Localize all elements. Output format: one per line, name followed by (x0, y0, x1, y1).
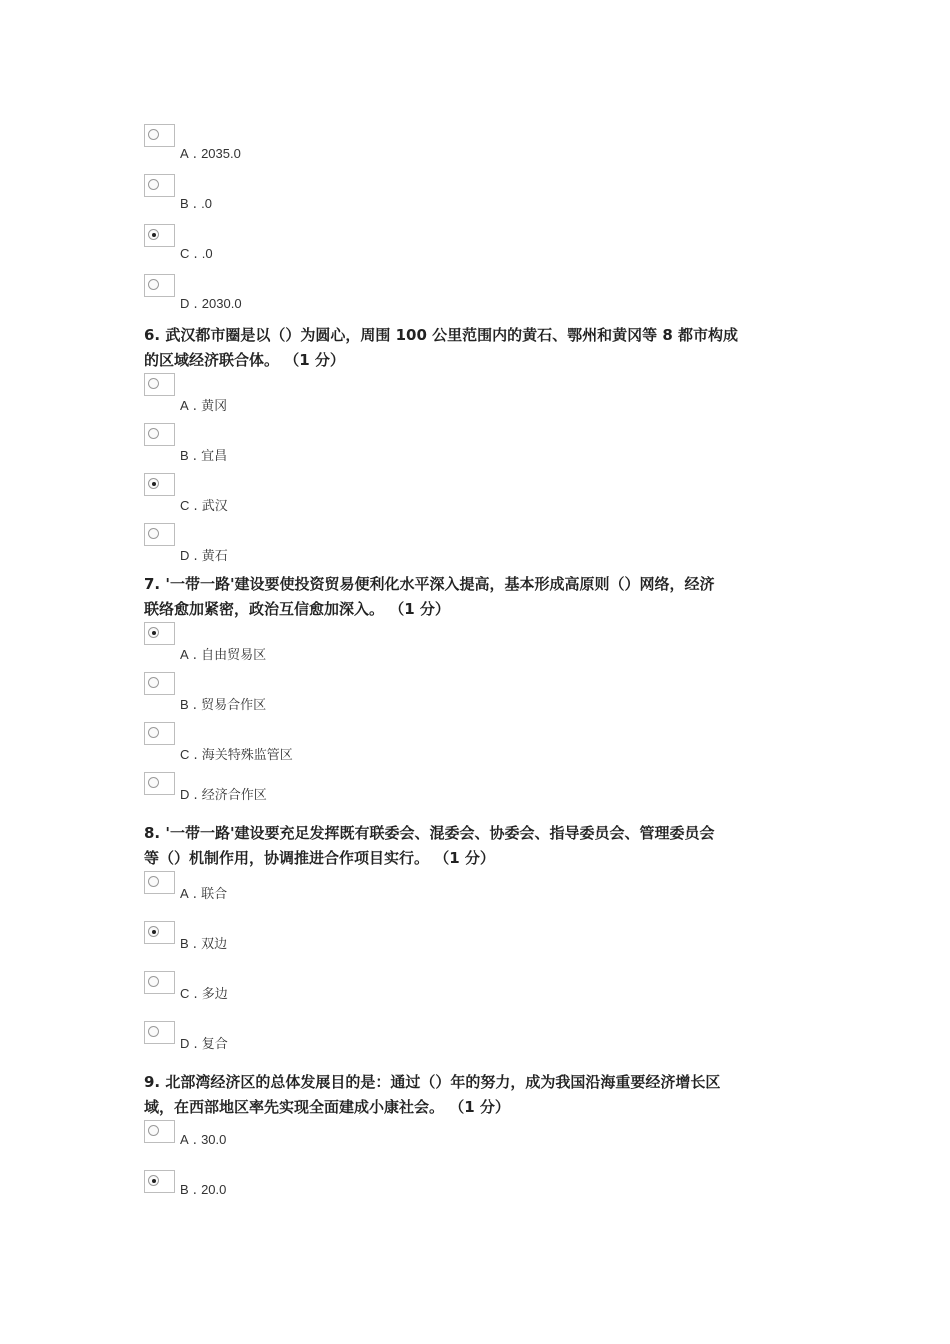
option-letter: B (180, 697, 189, 712)
radio-empty-icon (148, 179, 159, 190)
radio-option-6-c[interactable] (144, 473, 175, 496)
option-text: 20.0 (201, 1182, 227, 1197)
radio-empty-icon (148, 677, 159, 688)
radio-option-9-a[interactable] (144, 1120, 175, 1143)
option-separator: . (189, 788, 202, 803)
question-6-text (144, 323, 824, 373)
radio-empty-icon (148, 727, 159, 738)
question-line: 的区域经济联合体。 （1 分） (144, 351, 345, 369)
option-separator: . (189, 297, 202, 312)
option-label (180, 983, 228, 1002)
option-label (180, 146, 241, 162)
option-text: 双边 (201, 936, 228, 951)
option-text: 黄冈 (201, 398, 228, 413)
radio-selected-icon (148, 478, 159, 489)
question-line: 8. '一带一路'建设要充足发挥既有联委会、混委会、协委会、指导委员会、管理委员会 (144, 824, 715, 842)
option-text: 宜昌 (201, 448, 228, 463)
option-text: 黄石 (201, 548, 228, 563)
question-line: 等（）机制作用，协调推进合作项目实行。 （1 分） (144, 849, 495, 867)
option-separator: . (189, 499, 202, 514)
option-label (180, 1033, 228, 1052)
option-label (180, 495, 228, 514)
option-separator: . (188, 147, 202, 162)
question-7-text (144, 572, 824, 622)
option-separator: . (189, 1037, 202, 1052)
option-label (180, 545, 228, 564)
option-text: 多边 (201, 986, 228, 1001)
option-letter: B (180, 196, 189, 211)
option-label (180, 744, 293, 763)
radio-option-7-d[interactable] (144, 772, 175, 795)
option-letter: C (180, 747, 190, 762)
radio-option-5-b[interactable] (144, 174, 175, 197)
option-separator: . (189, 987, 202, 1002)
radio-empty-icon (148, 129, 159, 140)
radio-empty-icon (148, 378, 159, 389)
option-text: 30.0 (201, 1132, 227, 1147)
radio-option-8-d[interactable] (144, 1021, 175, 1044)
option-text: 武汉 (201, 498, 228, 513)
radio-option-6-a[interactable] (144, 373, 175, 396)
option-separator: . (189, 549, 202, 564)
radio-empty-icon (148, 976, 159, 987)
option-separator: . (188, 648, 202, 663)
radio-selected-icon (148, 627, 159, 638)
question-line: 9. 北部湾经济区的总体发展目的是：通过（）年的努力，成为我国沿海重要经济增长区 (144, 1073, 721, 1091)
radio-selected-icon (148, 926, 159, 937)
option-text: 经济合作区 (201, 787, 267, 802)
radio-option-5-d[interactable] (144, 274, 175, 297)
option-letter: B (180, 448, 189, 463)
radio-empty-icon (148, 279, 159, 290)
option-separator: . (188, 937, 202, 952)
option-text: 自由贸易区 (201, 647, 267, 662)
option-label (180, 246, 213, 262)
option-separator: . (188, 197, 202, 212)
option-separator: . (188, 449, 202, 464)
radio-empty-icon (148, 876, 159, 887)
option-separator: . (189, 748, 202, 763)
option-letter: C (180, 246, 190, 261)
radio-option-6-b[interactable] (144, 423, 175, 446)
option-label (180, 933, 227, 952)
option-separator: . (188, 698, 202, 713)
option-text: 2035.0 (201, 146, 241, 161)
option-label (180, 296, 242, 312)
option-text: 贸易合作区 (201, 697, 267, 712)
option-label (180, 445, 227, 464)
radio-selected-icon (148, 1175, 159, 1186)
option-text: .0 (201, 196, 212, 211)
option-separator: . (188, 887, 202, 902)
option-letter: A (180, 647, 189, 662)
radio-option-5-a[interactable] (144, 124, 175, 147)
radio-option-9-b[interactable] (144, 1170, 175, 1193)
option-letter: D (180, 548, 190, 563)
radio-option-7-a[interactable] (144, 622, 175, 645)
option-label (180, 883, 227, 902)
question-line: 联络愈加紧密，政治互信愈加深入。 （1 分） (144, 600, 450, 618)
radio-empty-icon (148, 428, 159, 439)
radio-empty-icon (148, 1125, 159, 1136)
option-letter: D (180, 787, 190, 802)
option-text: .0 (201, 246, 213, 261)
option-letter: D (180, 296, 190, 311)
radio-selected-icon (148, 229, 159, 240)
question-line: 6. 武汉都市圈是以（）为圆心，周围 100 公里范围内的黄石、鄂州和黄冈等 8 都市构成 (144, 326, 738, 344)
option-letter: A (180, 886, 189, 901)
option-separator: . (188, 1183, 202, 1198)
option-letter: C (180, 498, 190, 513)
option-text: 海关特殊监管区 (201, 747, 293, 762)
option-letter: B (180, 936, 189, 951)
radio-option-7-b[interactable] (144, 672, 175, 695)
radio-empty-icon (148, 528, 159, 539)
radio-option-8-a[interactable] (144, 871, 175, 894)
option-separator: . (189, 247, 202, 262)
option-text: 联合 (201, 886, 228, 901)
option-letter: B (180, 1182, 189, 1197)
option-label (180, 395, 227, 414)
option-label (180, 196, 212, 212)
option-label (180, 694, 266, 713)
radio-option-8-b[interactable] (144, 921, 175, 944)
radio-option-5-c[interactable] (144, 224, 175, 247)
question-line: 域，在西部地区率先实现全面建成小康社会。 （1 分） (144, 1098, 510, 1116)
option-letter: C (180, 986, 190, 1001)
option-letter: A (180, 1132, 189, 1147)
option-text: 2030.0 (201, 296, 242, 311)
option-letter: A (180, 146, 189, 161)
option-label (180, 644, 266, 663)
question-line: 7. '一带一路'建设要使投资贸易便利化水平深入提高，基本形成高原则（）网络，经济 (144, 575, 715, 593)
question-9-text (144, 1070, 824, 1120)
option-text: 复合 (201, 1036, 228, 1051)
radio-option-6-d[interactable] (144, 523, 175, 546)
option-label (180, 1182, 226, 1198)
radio-empty-icon (148, 777, 159, 788)
option-label (180, 1132, 226, 1148)
radio-option-8-c[interactable] (144, 971, 175, 994)
option-separator: . (188, 399, 202, 414)
option-label (180, 784, 267, 803)
radio-empty-icon (148, 1026, 159, 1037)
question-8-text (144, 821, 824, 871)
option-separator: . (188, 1133, 202, 1148)
radio-option-7-c[interactable] (144, 722, 175, 745)
option-letter: D (180, 1036, 190, 1051)
option-letter: A (180, 398, 189, 413)
